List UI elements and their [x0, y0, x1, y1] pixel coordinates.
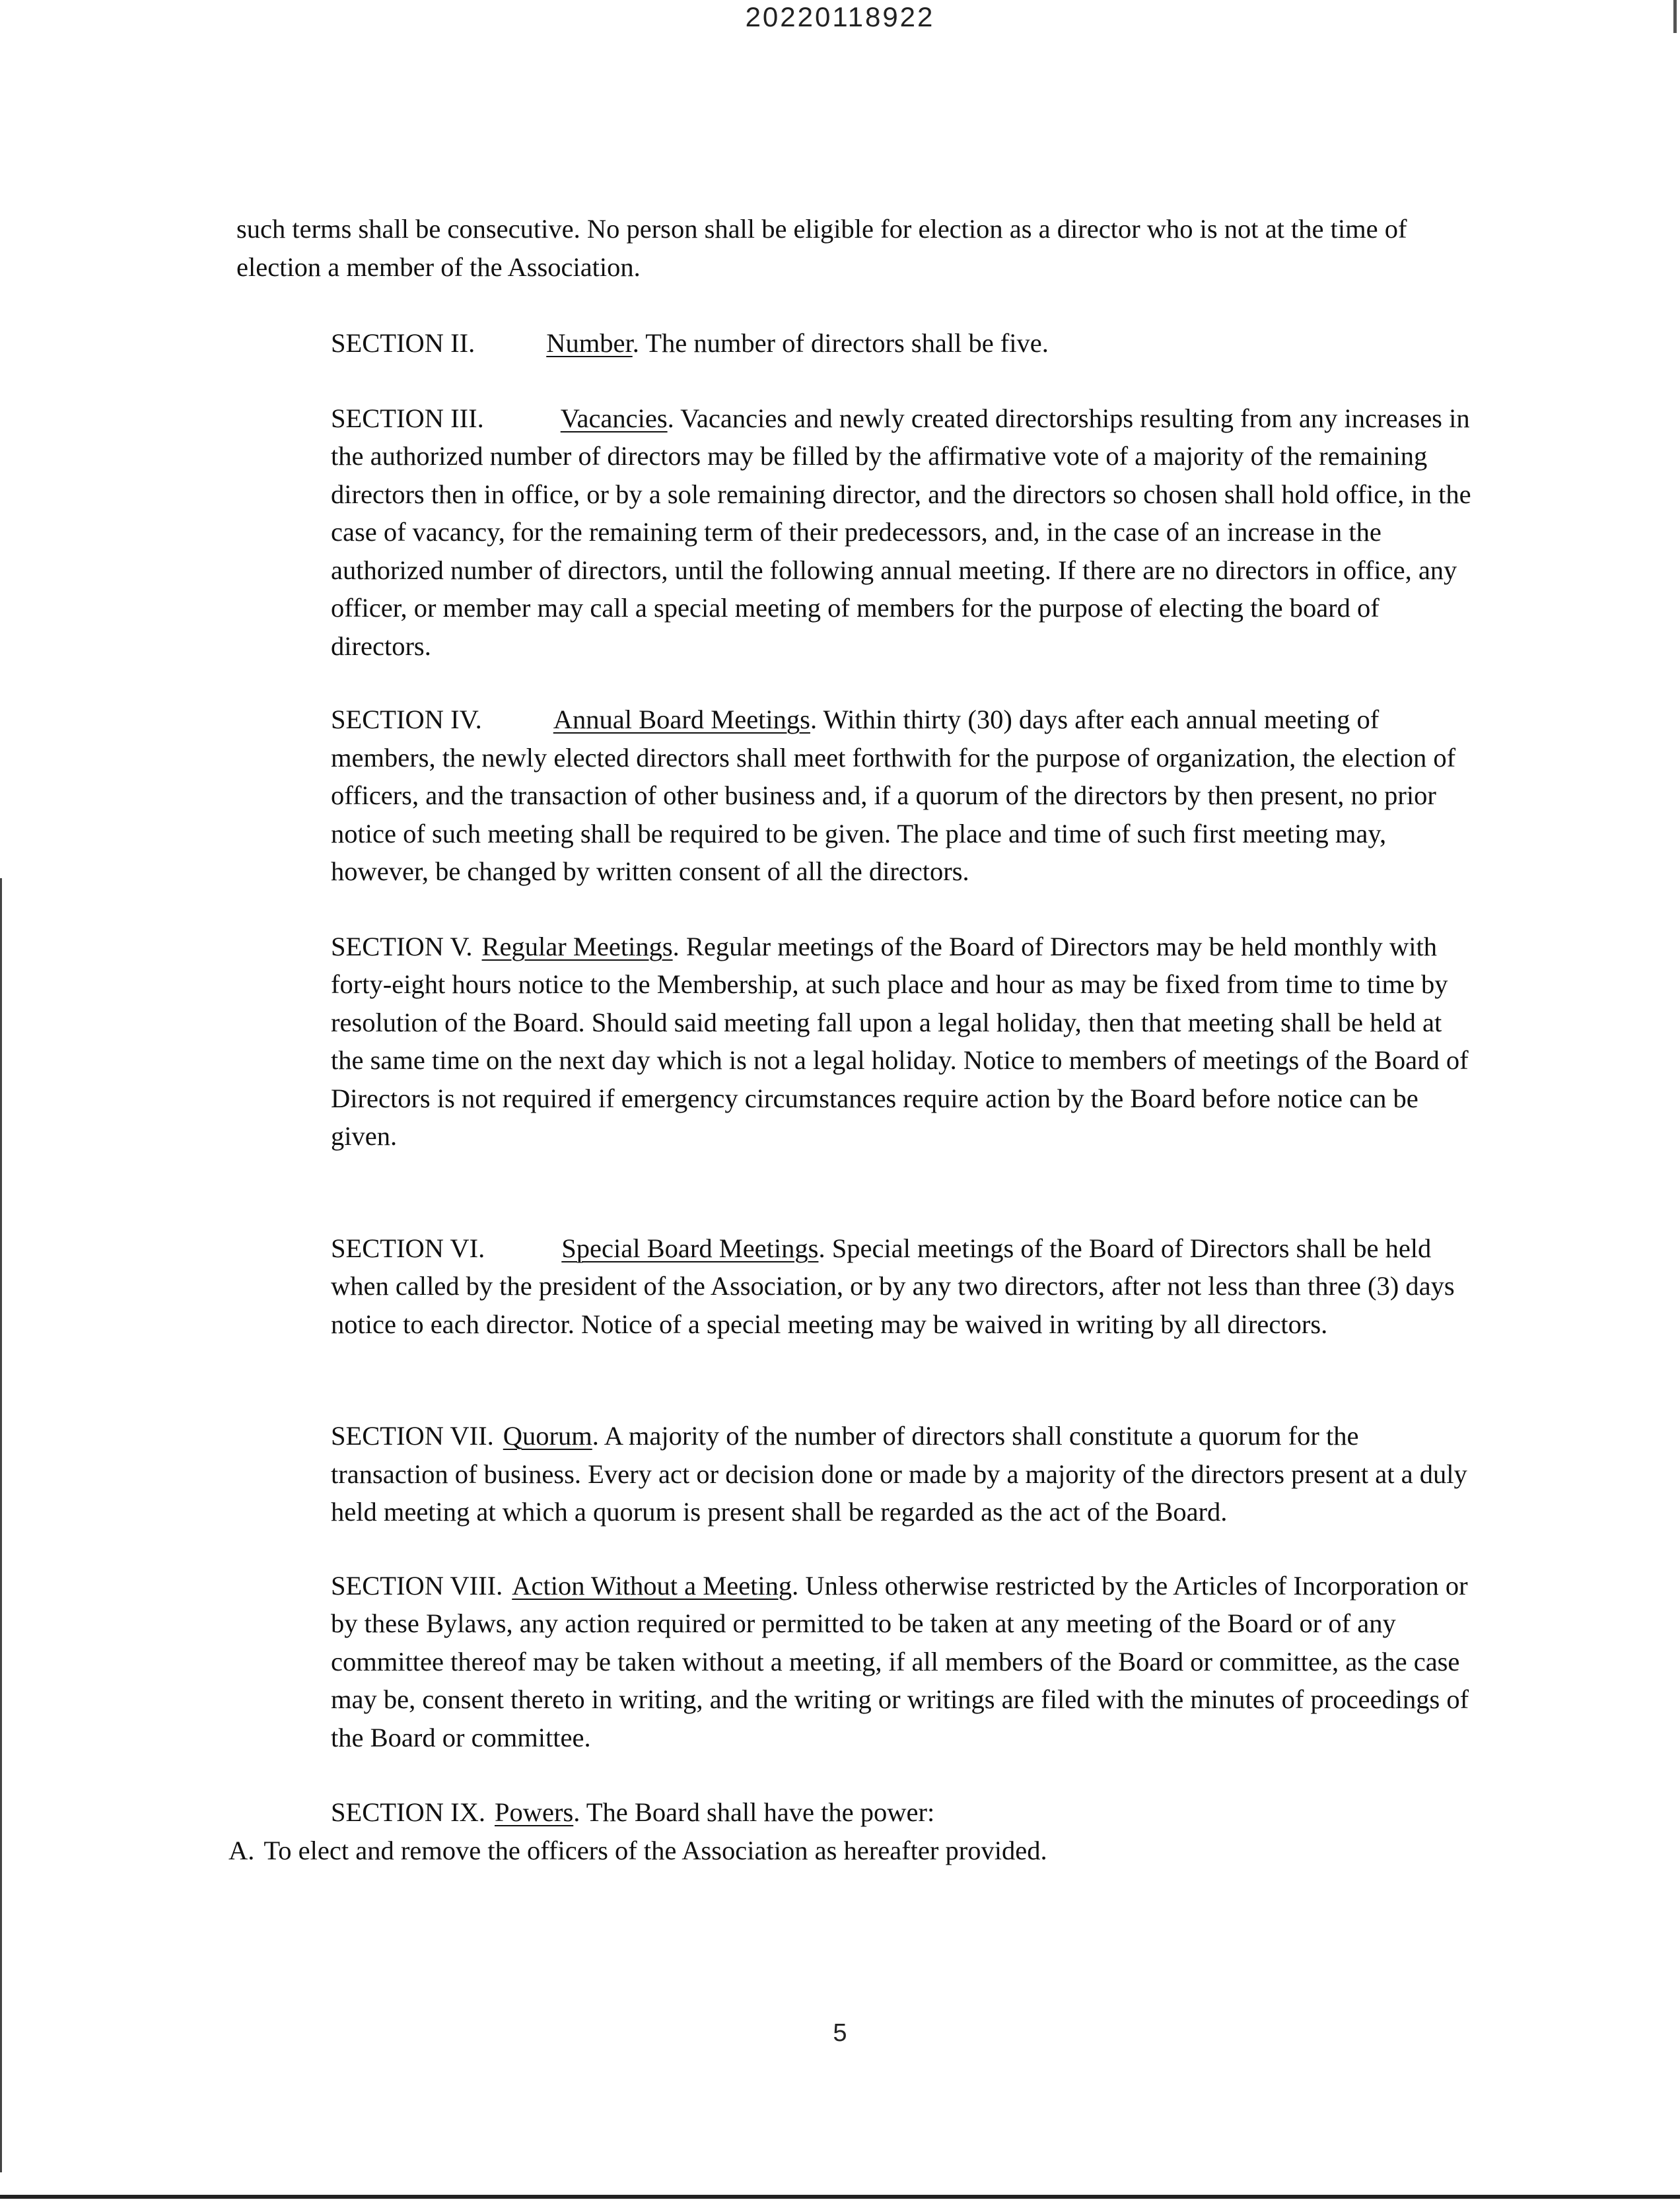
page-body — [228, 210, 1478, 1869]
section-2-label: SECTION II. — [331, 328, 475, 358]
section-2-text: . The number of directors shall be five. — [632, 328, 1049, 358]
document-number: 20220118922 — [745, 1, 935, 32]
section-5-title: Regular Meetings — [481, 931, 673, 961]
list-item-marker: A. — [228, 1835, 255, 1865]
scan-edge-mark — [1673, 0, 1677, 33]
section-9 — [236, 1793, 1478, 1832]
section-4-label: SECTION IV. — [331, 705, 482, 734]
section-4 — [236, 701, 1478, 891]
scan-edge-left — [0, 878, 2, 2172]
section-9-label: SECTION IX. — [331, 1797, 485, 1827]
intro-paragraph: such terms shall be consecutive. No person shall be eligible for election as a director who is not at the time of election a member of the Association. — [236, 214, 1407, 282]
section-5-text: . Regular meetings of the Board of Directors may be held monthly with forty-eight hours notice to the Membership, at such place and hour as may be fixed from time to time by resolution of the Board. Should said meeting fall upon a legal holiday, then that meeting shall be held at the same time on the next day which is not a legal holiday. Notice to members of meetings of the Board of Directors is not required if emergency circumstances require action by the Board before notice can be given. — [331, 931, 1469, 1151]
list-item-text: To elect and remove the officers of the Association as hereafter provided. — [263, 1835, 1047, 1865]
section-8-text: . Unless otherwise restricted by the Articles of Incorporation or by these Bylaws, any action required or permitted to be taken at any meeting of the Board or of any committee thereof may be taken without a meeting, if all members of the Board or committee, as the case may be, consent thereto in writing, and the writing or writings are filed with the minutes of proceedings of the Board or committee. — [331, 1570, 1469, 1752]
section-6-title: Special Board Meetings — [561, 1233, 819, 1263]
section-5-label: SECTION V. — [331, 931, 473, 961]
section-8-label: SECTION VIII. — [331, 1570, 503, 1601]
section-6-text: . Special meetings of the Board of Directors shall be held when called by the president of the Association, or by any two directors, after not less than three (3) days notice to each director. Notice of a special meeting may be waived in writing by all directors. — [331, 1233, 1455, 1339]
section-7-label: SECTION VII. — [331, 1421, 494, 1451]
section-6-label: SECTION VI. — [331, 1233, 485, 1263]
section-3 — [236, 399, 1478, 666]
section-8-title: Action Without a Meeting — [512, 1570, 792, 1601]
page-number: 5 — [833, 2019, 847, 2047]
section-8 — [236, 1567, 1478, 1757]
section-3-title: Vacancies — [560, 403, 668, 433]
section-3-text: . Vacancies and newly created directorships resulting from any increases in the authorized number of directors may be filled by the affirmative vote of a majority of the remaining directors then in office, or by a sole remaining director, and the directors so chosen shall hold office, in the case of vacancy, for the remaining term of their predecessors, and, in the case of an increase in the authorized number of directors, until the following annual meeting. If there are no directors in office, any officer, or member may call a special meeting of members for the purpose of electing the board of directors. — [331, 403, 1471, 661]
list-item — [228, 1832, 1478, 1870]
section-4-title: Annual Board Meetings — [553, 705, 810, 734]
section-9-title: Powers — [494, 1797, 574, 1827]
section-9-text: . The Board shall have the power: — [573, 1797, 935, 1827]
section-7 — [236, 1417, 1478, 1531]
section-2 — [236, 324, 1478, 362]
section-2-title: Number — [546, 328, 633, 358]
section-5 — [236, 928, 1478, 1156]
section-6 — [236, 1229, 1478, 1344]
section-4-text: . Within thirty (30) days after each annual meeting of members, the newly elected directors shall meet forthwith for the purpose of organization, the election of officers, and the transaction of other business and, if a quorum of the directors by then present, no prior notice of such meeting shall be required to be given. The place and time of such first meeting may, however, be changed by written consent of all the directors. — [331, 705, 1456, 886]
section-3-label: SECTION III. — [331, 403, 484, 433]
section-7-title: Quorum — [503, 1421, 592, 1451]
scan-edge-bottom — [0, 2195, 1680, 2199]
section-7-text: . A majority of the number of directors shall constitute a quorum for the transaction of business. Every act or decision done or made by a majority of the directors present at a duly held meeting at which a quorum is present shall be regarded as the act of the Board. — [331, 1421, 1467, 1527]
